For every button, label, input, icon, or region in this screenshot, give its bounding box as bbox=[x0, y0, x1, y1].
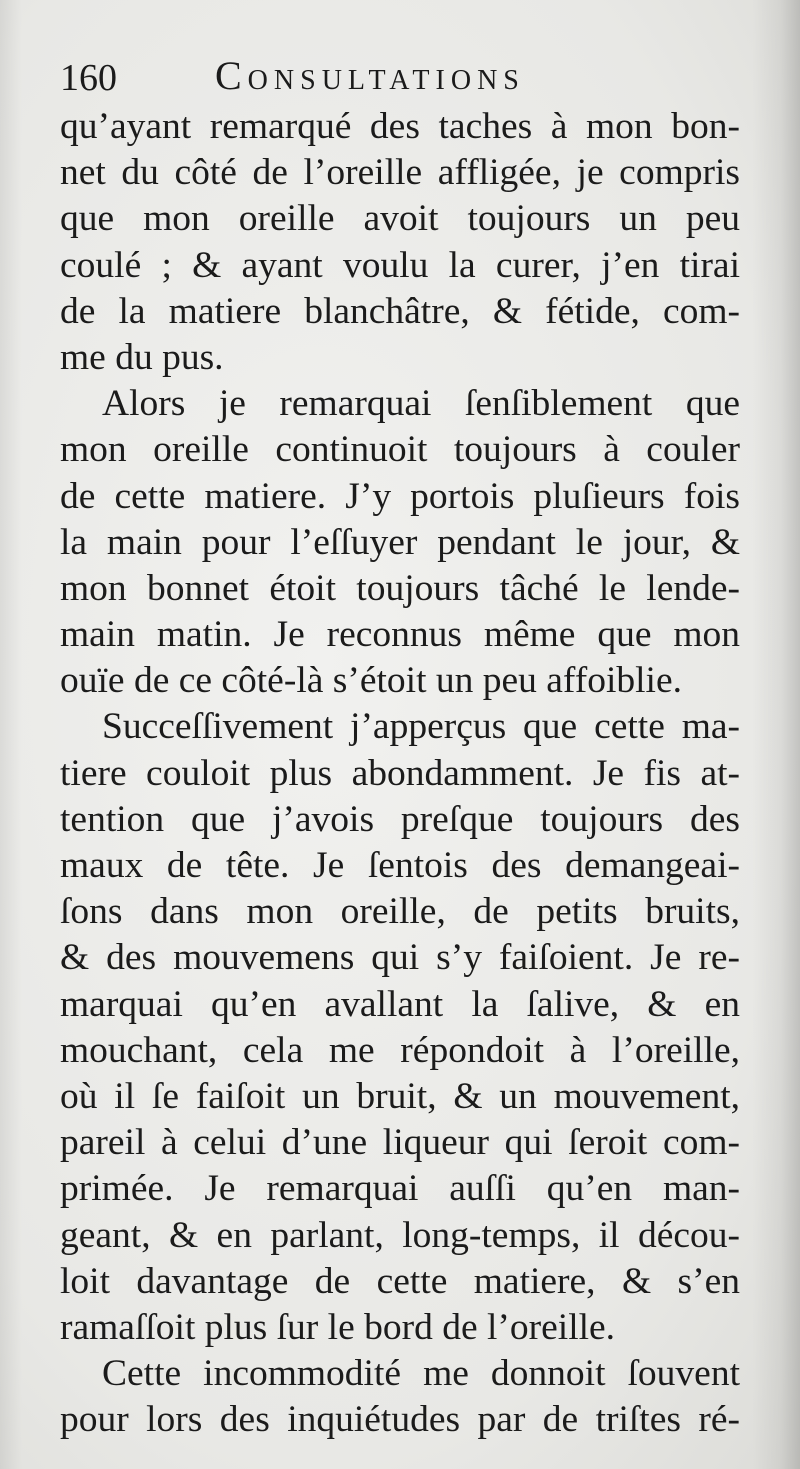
paragraph-start-line: Succeſſivement j’apperçus que cette ma- bbox=[102, 706, 740, 748]
text-line: pareil à celui d’une liqueur qui ſeroit com- bbox=[60, 1122, 740, 1164]
page-gutter-shadow bbox=[0, 0, 22, 1469]
text-line: maux de tête. Je ſentois des demangeai- bbox=[60, 845, 740, 886]
body-text bbox=[60, 104, 740, 1443]
text-line: la main pour l’eſſuyer pendant le jour, & bbox=[60, 521, 740, 563]
text-line: mouchant, cela me répondoit à l’oreille, bbox=[60, 1029, 740, 1071]
text-line: de cette matiere. J’y portois pluſieurs fois bbox=[60, 475, 740, 517]
text-line: main matin. Je reconnus même que mon bbox=[60, 614, 740, 656]
text-line: coulé ; & ayant voulu la curer, j’en tirai bbox=[60, 244, 740, 286]
text-line: marquai qu’en avallant la ſalive, & en bbox=[60, 983, 740, 1025]
paragraph-end-line: me du pus. bbox=[60, 336, 224, 378]
running-head: Consultations bbox=[215, 53, 525, 98]
text-line: net du côté de l’oreille affligée, je compris bbox=[60, 152, 740, 194]
text-line: geant, & en parlant, long-temps, il décou- bbox=[60, 1214, 740, 1256]
page-edge-shadow bbox=[752, 0, 800, 1469]
text-line: qu’ayant remarqué des taches à mon bon- bbox=[60, 106, 740, 147]
paragraph-end-line: ouïe de ce côté-là s’étoit un peu affoiblie. bbox=[60, 660, 682, 702]
text-line: où il ſe faiſoit un bruit, & un mouvement, bbox=[60, 1075, 740, 1117]
text-line: tiere couloit plus abondamment. Je fis at- bbox=[60, 752, 740, 794]
text-line: primée. Je remarquai auſſi qu’en man- bbox=[60, 1168, 740, 1210]
paragraph-start-line: Alors je remarquai ſenſiblement que bbox=[102, 383, 740, 425]
paragraph-end-line: ramaſſoit plus ſur le bord de l’oreille. bbox=[60, 1306, 616, 1348]
text-line: ſons dans mon oreille, de petits bruits, bbox=[60, 891, 740, 933]
paragraph-start-line: Cette incommodité me donnoit ſouvent bbox=[102, 1353, 740, 1395]
text-line: loit davantage de cette matiere, & s’en bbox=[60, 1260, 740, 1302]
page-header bbox=[60, 52, 740, 104]
text-line: que mon oreille avoit toujours un peu bbox=[60, 198, 740, 240]
page-number: 160 bbox=[60, 57, 117, 99]
text-line: & des mouvemens qui s’y faiſoient. Je re- bbox=[60, 937, 740, 979]
text-line: mon oreille continuoit toujours à couler bbox=[60, 429, 740, 471]
text-line: de la matiere blanchâtre, & fétide, com- bbox=[60, 290, 740, 332]
text-line: tention que j’avois preſque toujours des bbox=[60, 798, 740, 840]
text-line: mon bonnet étoit toujours tâché le lende- bbox=[60, 567, 740, 609]
text-line: pour lors des inquiétudes par de triſtes ré- bbox=[60, 1399, 740, 1441]
